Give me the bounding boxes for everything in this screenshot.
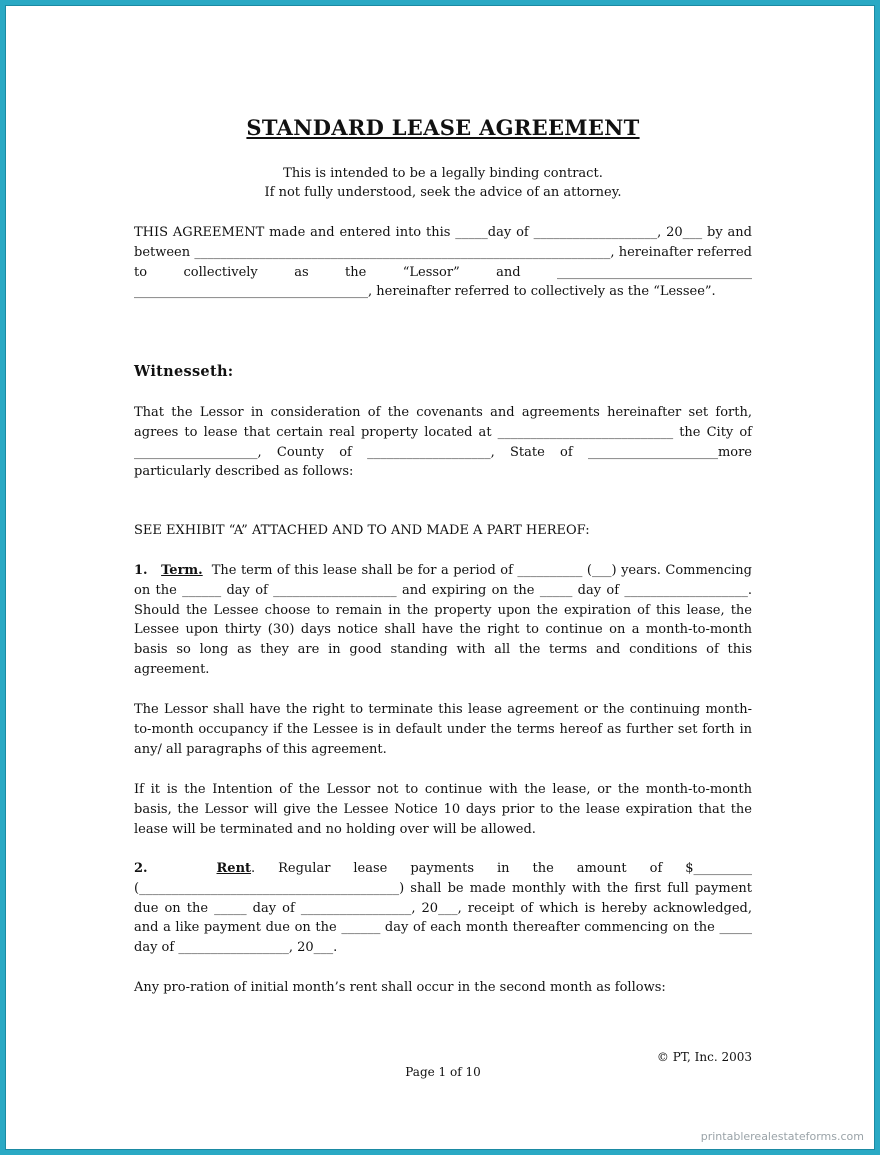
proration-text: Any pro-ration of initial month’s rent shall occur in the second month as follows: [134,980,666,995]
watermark: printablerealestateforms.com [700,1130,864,1143]
exhibit-text: SEE EXHIBIT “A” ATTACHED AND TO AND MADE A PART HEREOF: [134,523,590,538]
document-subtitle [134,164,752,202]
rent-label: Rent [216,861,252,876]
intention-paragraph [134,780,752,839]
rent-section [134,859,752,958]
terminate-paragraph [134,700,752,759]
term-text: The term of this lease shall be for a period of __________ (___) years. Commencing on the ______ day of ___________________ and expiring on the _____ day of ___________________. Should the Lessee choose to remain in the property upon the expiration of this lease, the Lessee upon thirty (30) days notice shall have the right to continue on a month-to-month basis so long as they are in good standing with all the terms and conditions of this agreement. [134,563,753,677]
witnesseth-heading [134,362,752,383]
intention-text: If it is the Intention of the Lessor not to continue with the lease, or the month-to-month basis, the Lessor will give the Lessee Notice 10 days prior to the lease expiration that the lease will be terminated and no holding over will be allowed. [134,782,752,837]
term-number: 1. [134,563,148,578]
page-number: Page 1 of 10 [405,1065,481,1079]
term-section [134,561,752,680]
subtitle-line-2: If not fully understood, seek the advice of an attorney. [264,185,622,200]
witnesseth-text: That the Lessor in consideration of the covenants and agreements hereinafter set forth, agrees to lease that certain real property located at ___________________________ the City of ___________________, County of ___________________, State of ____________________more particularly described as follows: [134,405,752,480]
document-frame [5,5,875,1150]
copyright-notice: © PT, Inc. 2003 [656,1050,752,1064]
document-title: STANDARD LEASE AGREEMENT [246,115,640,140]
proration-line [134,978,752,998]
witnesseth-heading-text: Witnesseth: [134,363,234,380]
term-label: Term. [161,563,203,578]
rent-number: 2. [134,861,148,876]
intro-text: THIS AGREEMENT made and entered into this _____day of ___________________, 20___ by and between ________________________________________________________________, hereinafter referred to collectively as the “Lessor” and ______________________________ ____________________________________, hereinafter referred to collectively as the “Lessee”. [134,225,752,300]
subtitle-line-1: This is intended to be a legally binding contract. [283,166,603,181]
exhibit-line [134,521,752,541]
witnesseth-paragraph [134,403,752,482]
terminate-text: The Lessor shall have the right to terminate this lease agreement or the continuing month-to-month occupancy if the Lessee is in default under the terms hereof as further set forth in any/ all paragraphs of this agreement. [134,702,752,757]
intro-paragraph [134,223,752,302]
rent-text: . Regular lease payments in the amount of $_________ (________________________________________) shall be made monthly with the first full payment due on the _____ day of _________________, 20___, receipt of which is hereby acknowledged, and a like payment due on the ______ day of each month thereafter commencing on the _____ day of _________________, 20___. [134,861,752,956]
